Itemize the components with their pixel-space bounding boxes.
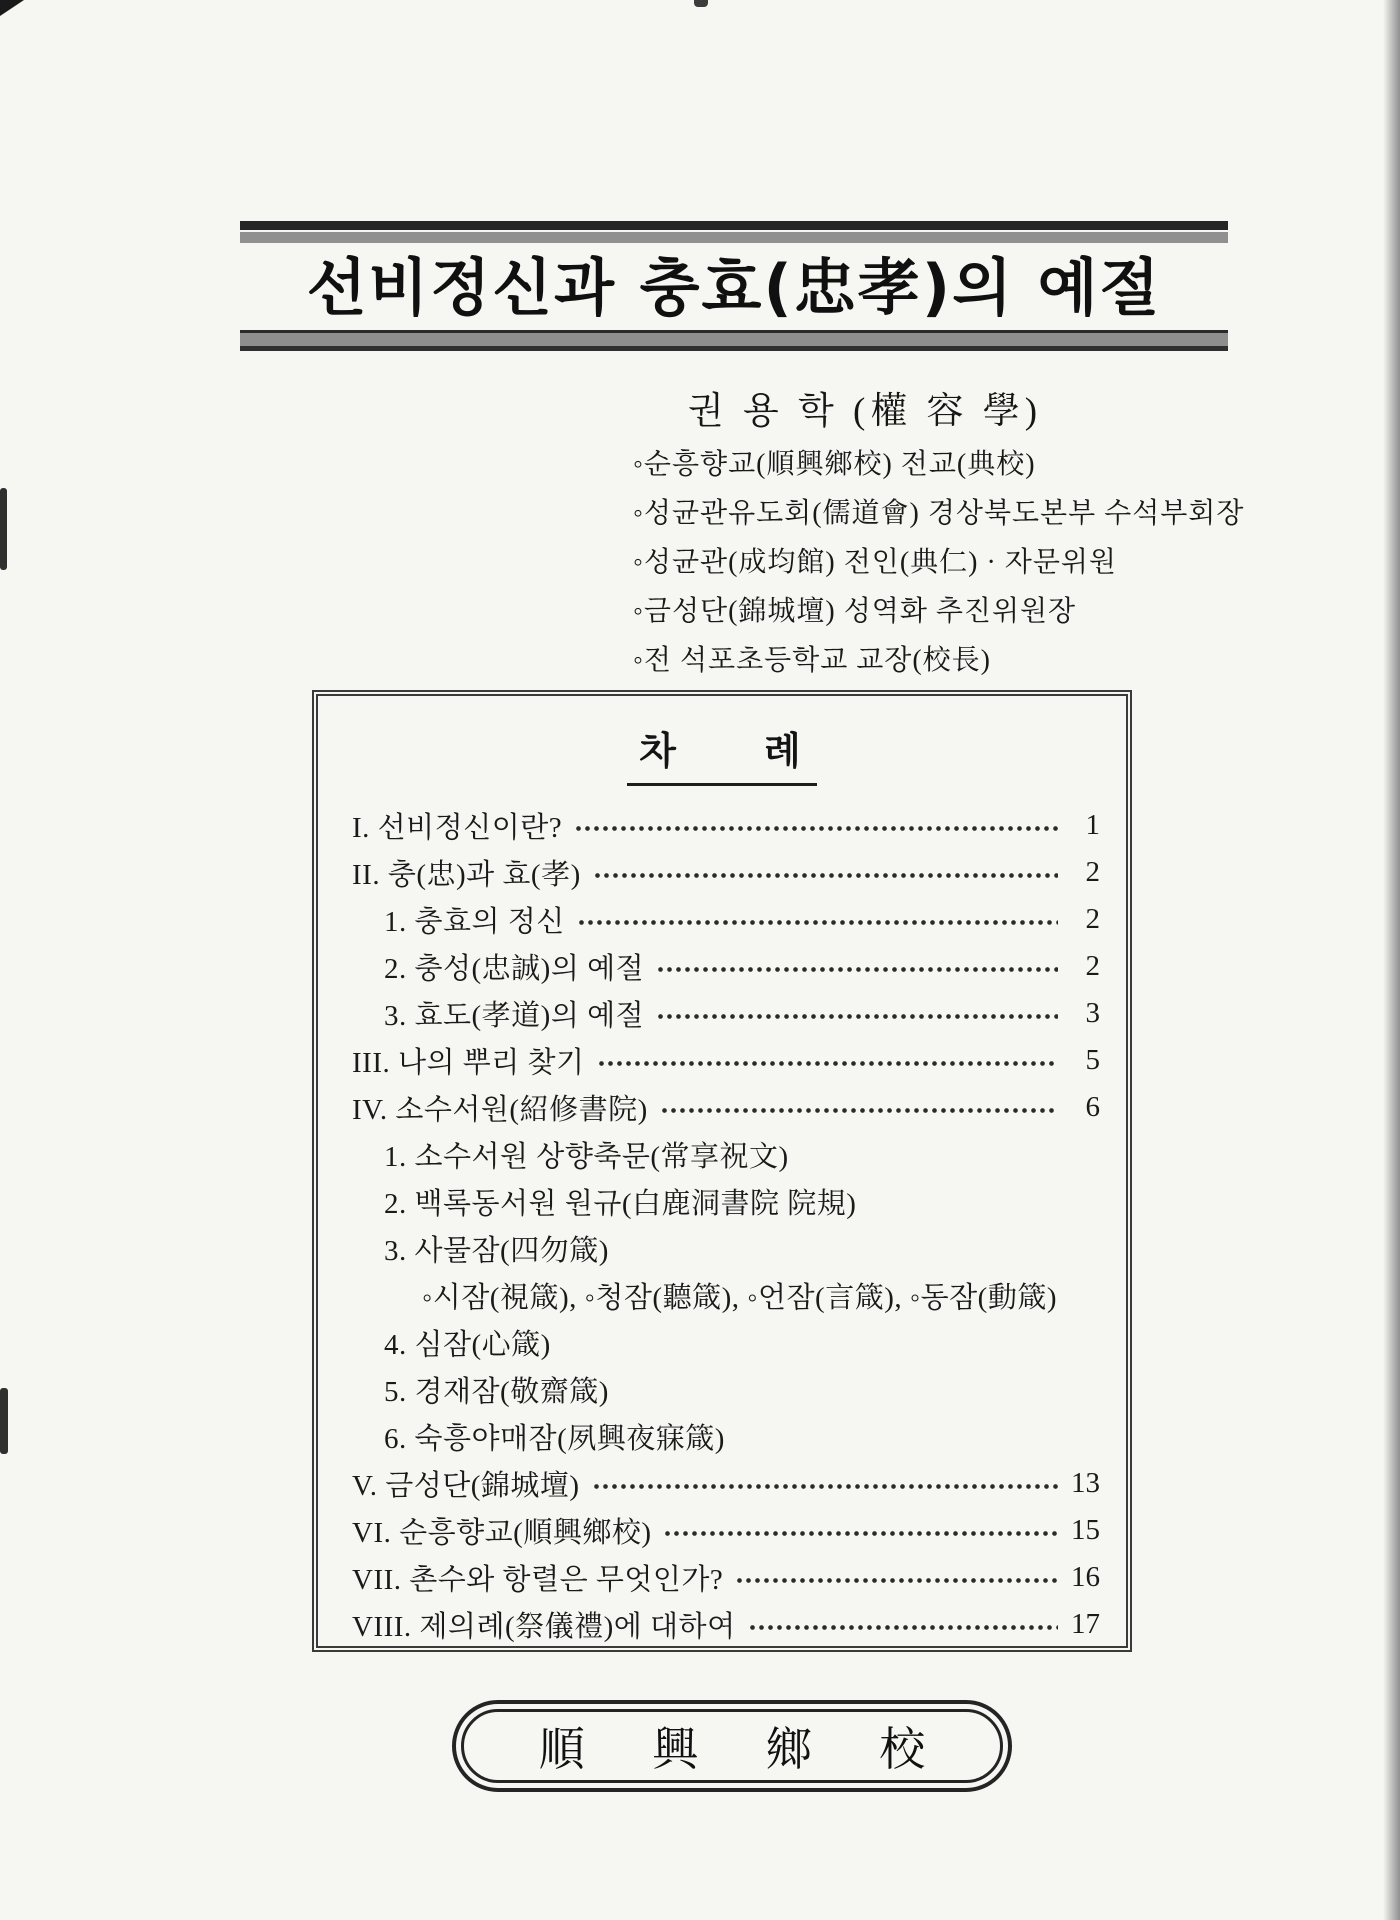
toc-heading: 차 례 [627, 720, 816, 786]
toc-entry [318, 1319, 1126, 1366]
toc-entry [318, 1366, 1126, 1413]
toc-entry-label: ◦시잠(視箴), ◦청잠(聽箴), ◦언잠(言箴), ◦동잠(動箴) [422, 1282, 1057, 1314]
toc-page-number: 3 [1085, 997, 1100, 1029]
toc-entry-label: 3. 효도(孝道)의 예절 [384, 1000, 645, 1032]
toc-entry-label: II. 충(忠)과 효(孝) [352, 859, 581, 891]
toc-entry-label: VIII. 제의례(祭儀禮)에 대하여 [352, 1611, 736, 1643]
toc-leader-dots [748, 1624, 1058, 1631]
toc-leader-dots [592, 1483, 1058, 1490]
page-edge-shadow [1383, 0, 1400, 1920]
credential-item: ◦순흥향교(順興鄉校) 전교(典校) [633, 449, 1036, 480]
toc-entry [318, 1178, 1126, 1225]
toc-entry-label: III. 나의 뿌리 찾기 [352, 1047, 585, 1079]
toc-entry-label: 5. 경재잠(敬齋箴) [384, 1376, 609, 1408]
staple-mark [0, 1388, 8, 1454]
corner-scan-mark [0, 0, 24, 16]
toc-entry [318, 943, 1126, 990]
credential-item: ◦금성단(錦城壇) 성역화 추진위원장 [633, 596, 1077, 627]
toc-entry [318, 1131, 1126, 1178]
page-title: 선비정신과 충효(忠孝)의 예절 [306, 251, 1162, 324]
toc-page-number: 13 [1071, 1467, 1100, 1499]
toc-entry [318, 1272, 1126, 1319]
author-credentials-list [633, 440, 1244, 685]
toc-entry-label: 1. 소수서원 상향축문(常享祝文) [384, 1141, 789, 1173]
school-badge [452, 1700, 1012, 1792]
toc-leader-dots [656, 1013, 1058, 1020]
toc-entry [318, 896, 1126, 943]
toc-page-number: 1 [1085, 809, 1100, 841]
toc-entry-label: 2. 충성(忠誠)의 예절 [384, 953, 645, 985]
credential-item: ◦성균관(成均館) 전인(典仁) · 자문위원 [633, 547, 1117, 578]
toc-entry-label: 4. 심잠(心箴) [384, 1329, 551, 1361]
toc-page-number: 6 [1085, 1091, 1100, 1123]
toc-list [318, 802, 1126, 1648]
toc-entry [318, 1601, 1126, 1648]
credential-item: ◦성균관유도회(儒道會) 경상북도본부 수석부회장 [633, 498, 1245, 529]
toc-heading-wrap [318, 720, 1126, 786]
toc-entry-label: 6. 숙흥야매잠(夙興夜寐箴) [384, 1423, 725, 1455]
toc-leader-dots [597, 1060, 1058, 1067]
toc-page-number: 15 [1071, 1514, 1100, 1546]
title-rule-top-dark-line [240, 221, 1228, 230]
toc-page-number: 16 [1071, 1561, 1100, 1593]
toc-entry [318, 990, 1126, 1037]
toc-page-number: 5 [1085, 1044, 1100, 1076]
toc-entry-label: 1. 충효의 정신 [384, 906, 565, 938]
toc-entry-label: 3. 사물잠(四勿箴) [384, 1235, 609, 1267]
toc-entry [318, 1413, 1126, 1460]
toc-entry [318, 1037, 1126, 1084]
toc-leader-dots [735, 1577, 1058, 1584]
toc-page-number: 17 [1071, 1608, 1100, 1640]
toc-entry [318, 849, 1126, 896]
credential-item: ◦전 석포초등학교 교장(校長) [633, 645, 992, 676]
toc-box [312, 690, 1132, 1652]
toc-leader-dots [660, 1107, 1058, 1114]
toc-entry [318, 802, 1126, 849]
toc-entry-label: IV. 소수서원(紹修書院) [352, 1094, 648, 1126]
toc-entry-label: VII. 촌수와 항렬은 무엇인가? [352, 1564, 724, 1596]
toc-leader-dots [663, 1530, 1058, 1537]
author-name: 권 용 학 (權 容 學) [688, 391, 1043, 432]
toc-page-number: 2 [1085, 950, 1100, 982]
school-badge-label: 順 興 鄉 校 [538, 1724, 954, 1775]
toc-entry [318, 1084, 1126, 1131]
toc-leader-dots [574, 825, 1058, 832]
toc-entry-label: VI. 순흥향교(順興鄉校) [352, 1517, 652, 1549]
staple-mark [0, 488, 7, 570]
toc-entry [318, 1225, 1126, 1272]
toc-leader-dots [593, 872, 1058, 879]
toc-entry [318, 1460, 1126, 1507]
toc-entry [318, 1554, 1126, 1601]
toc-entry-label: I. 선비정신이란? [352, 812, 563, 844]
toc-leader-dots [656, 966, 1058, 973]
toc-entry-label: 2. 백록동서원 원규(白鹿洞書院 院規) [384, 1188, 857, 1220]
toc-entry [318, 1507, 1126, 1554]
toc-page-number: 2 [1085, 856, 1100, 888]
toc-page-number: 2 [1085, 903, 1100, 935]
toc-leader-dots [577, 919, 1058, 926]
title-rule-bottom [240, 330, 1228, 351]
toc-entry-label: V. 금성단(錦城壇) [352, 1470, 580, 1502]
top-edge-mark [694, 0, 708, 7]
